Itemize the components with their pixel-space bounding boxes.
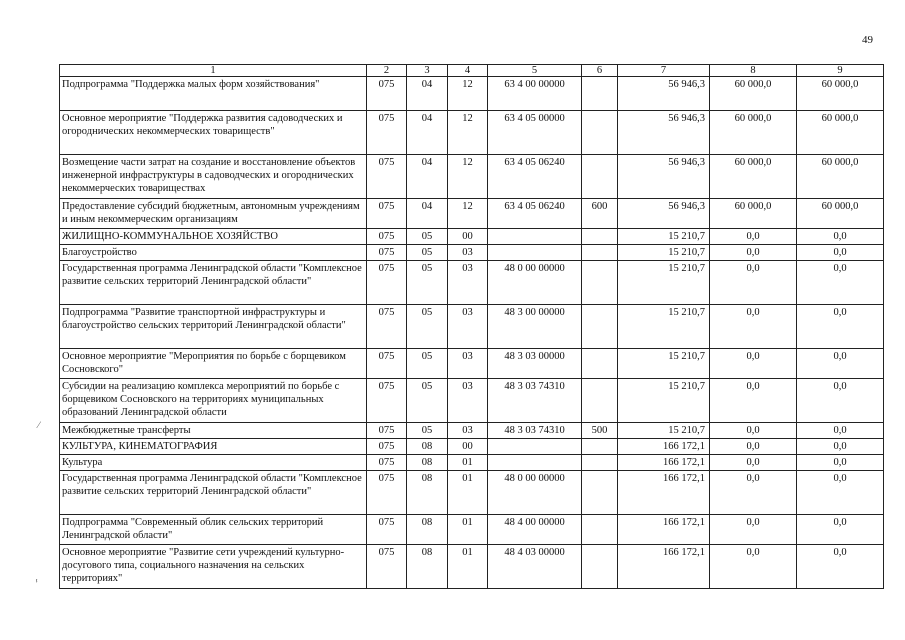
table-cell: 03 (448, 349, 488, 379)
table-cell (488, 229, 582, 245)
table-cell (582, 245, 618, 261)
table-cell: 15 210,7 (618, 261, 710, 305)
table-cell: Подпрограмма "Развитие транспортной инфраструктуры и благоустройство сельских территорий Ленинградской области" (60, 305, 367, 349)
column-header: 5 (488, 65, 582, 77)
table-cell: 08 (407, 545, 448, 589)
table-cell: 0,0 (797, 439, 884, 455)
table-cell: 075 (367, 245, 407, 261)
table-cell: 166 172,1 (618, 439, 710, 455)
table-cell: 60 000,0 (797, 77, 884, 111)
table-cell: 04 (407, 77, 448, 111)
budget-table (59, 64, 884, 589)
table-cell: 48 3 03 74310 (488, 423, 582, 439)
table-cell: 075 (367, 455, 407, 471)
table-header-row (60, 65, 884, 77)
table-cell: 56 946,3 (618, 155, 710, 199)
table-cell: 0,0 (797, 423, 884, 439)
table-cell: 075 (367, 379, 407, 423)
table-cell: 60 000,0 (797, 155, 884, 199)
table-cell: 04 (407, 155, 448, 199)
table-cell: 04 (407, 199, 448, 229)
table-cell: 03 (448, 305, 488, 349)
table-cell: 60 000,0 (710, 111, 797, 155)
table-cell: 0,0 (797, 349, 884, 379)
table-cell: 0,0 (710, 515, 797, 545)
table-cell: Основное мероприятие "Мероприятия по борьбе с борщевиком Сосновского" (60, 349, 367, 379)
table-cell: КУЛЬТУРА, КИНЕМАТОГРАФИЯ (60, 439, 367, 455)
table-cell (582, 349, 618, 379)
table-cell: 0,0 (797, 245, 884, 261)
table-cell: 12 (448, 77, 488, 111)
table-cell (582, 471, 618, 515)
table-row (60, 379, 884, 423)
table-cell: 48 4 03 00000 (488, 545, 582, 589)
table-cell: 075 (367, 77, 407, 111)
table-cell: 01 (448, 471, 488, 515)
table-cell: Основное мероприятие "Развитие сети учреждений культурно-досугового типа, социального назначения на сельских территориях" (60, 545, 367, 589)
table-cell: 12 (448, 199, 488, 229)
table-cell: 15 210,7 (618, 423, 710, 439)
table-cell: 08 (407, 439, 448, 455)
table-cell: 12 (448, 155, 488, 199)
table-cell: 03 (448, 423, 488, 439)
table-cell (582, 515, 618, 545)
column-header: 4 (448, 65, 488, 77)
table-cell: 075 (367, 261, 407, 305)
table-cell (488, 245, 582, 261)
table-cell: 60 000,0 (710, 77, 797, 111)
table-cell: 075 (367, 305, 407, 349)
table-cell: 075 (367, 545, 407, 589)
table-cell (488, 439, 582, 455)
table-cell: 60 000,0 (710, 199, 797, 229)
table-cell: 0,0 (710, 379, 797, 423)
table-cell: 0,0 (710, 439, 797, 455)
table-cell: 600 (582, 199, 618, 229)
table-cell: 0,0 (710, 471, 797, 515)
table-row (60, 111, 884, 155)
table-cell: 03 (448, 379, 488, 423)
table-cell: 166 172,1 (618, 515, 710, 545)
table-cell (582, 229, 618, 245)
table-cell: 500 (582, 423, 618, 439)
table-row (60, 455, 884, 471)
table-row (60, 423, 884, 439)
table-cell: Субсидии на реализацию комплекса мероприятий по борьбе с борщевиком Сосновского на территориях муниципальных образований Ленинградской области (60, 379, 367, 423)
table-cell: 15 210,7 (618, 379, 710, 423)
column-header: 9 (797, 65, 884, 77)
table-cell: Культура (60, 455, 367, 471)
table-cell: 0,0 (797, 455, 884, 471)
table-cell: 60 000,0 (797, 199, 884, 229)
table-cell: 48 4 00 00000 (488, 515, 582, 545)
table-cell: 48 3 03 00000 (488, 349, 582, 379)
table-cell: 0,0 (797, 261, 884, 305)
table-cell (582, 379, 618, 423)
table-cell: Подпрограмма "Поддержка малых форм хозяйствования" (60, 77, 367, 111)
table-row (60, 261, 884, 305)
table-cell: 15 210,7 (618, 229, 710, 245)
table-cell: 075 (367, 229, 407, 245)
table-cell: 075 (367, 423, 407, 439)
table-cell: 166 172,1 (618, 471, 710, 515)
table-cell: 08 (407, 455, 448, 471)
table-cell (582, 439, 618, 455)
table-cell: 01 (448, 455, 488, 471)
table-cell: 08 (407, 471, 448, 515)
margin-scribble-mark: ⸯ (34, 580, 40, 590)
table-cell: Благоустройство (60, 245, 367, 261)
table-cell: 05 (407, 261, 448, 305)
table-cell: Подпрограмма "Современный облик сельских территорий Ленинградской области" (60, 515, 367, 545)
table-row (60, 245, 884, 261)
table-cell: 01 (448, 545, 488, 589)
table-cell: 00 (448, 229, 488, 245)
column-header: 3 (407, 65, 448, 77)
table-cell (582, 305, 618, 349)
table-cell (582, 77, 618, 111)
table-cell: 12 (448, 111, 488, 155)
table-cell: 48 3 00 00000 (488, 305, 582, 349)
table-cell: 05 (407, 245, 448, 261)
table-cell: 05 (407, 229, 448, 245)
table-cell (582, 111, 618, 155)
table-cell (582, 155, 618, 199)
table-cell: 166 172,1 (618, 545, 710, 589)
table-cell: 05 (407, 379, 448, 423)
table-cell: Возмещение части затрат на создание и восстановление объектов инженерной инфраструктуры в садоводческих и огороднических некоммерческих товариществах (60, 155, 367, 199)
table-cell: 0,0 (797, 471, 884, 515)
column-header: 6 (582, 65, 618, 77)
table-cell: 01 (448, 515, 488, 545)
table-cell: 075 (367, 439, 407, 455)
table-row (60, 229, 884, 245)
table-cell: 56 946,3 (618, 77, 710, 111)
table-cell: 0,0 (710, 245, 797, 261)
table-cell: 0,0 (710, 455, 797, 471)
table-cell: Государственная программа Ленинградской области "Комплексное развитие сельских территорий Ленинградской области" (60, 471, 367, 515)
table-cell: 00 (448, 439, 488, 455)
table-cell: 56 946,3 (618, 199, 710, 229)
table-cell (488, 455, 582, 471)
table-cell: Межбюджетные трансферты (60, 423, 367, 439)
table-row (60, 515, 884, 545)
table-cell: 48 3 03 74310 (488, 379, 582, 423)
table-cell: 15 210,7 (618, 305, 710, 349)
table-cell (582, 455, 618, 471)
table-row (60, 545, 884, 589)
table-cell: 075 (367, 111, 407, 155)
table-cell: 075 (367, 349, 407, 379)
table-cell: 04 (407, 111, 448, 155)
table-row (60, 155, 884, 199)
table-cell: 56 946,3 (618, 111, 710, 155)
table-cell: 48 0 00 00000 (488, 471, 582, 515)
table-cell: 63 4 05 06240 (488, 199, 582, 229)
table-cell: 63 4 05 00000 (488, 111, 582, 155)
table-row (60, 77, 884, 111)
table-cell: 0,0 (797, 305, 884, 349)
table-cell: Основное мероприятие "Поддержка развития садоводческих и огороднических некоммерческих товариществ" (60, 111, 367, 155)
margin-pen-mark: ⁄ (38, 420, 40, 430)
table-cell: 05 (407, 305, 448, 349)
table-cell (582, 261, 618, 305)
table-cell: 0,0 (710, 423, 797, 439)
table-cell: 166 172,1 (618, 455, 710, 471)
column-header: 1 (60, 65, 367, 77)
table-row (60, 349, 884, 379)
table-cell: 0,0 (710, 305, 797, 349)
table-cell: 075 (367, 471, 407, 515)
column-header: 8 (710, 65, 797, 77)
table-cell: 03 (448, 261, 488, 305)
table-cell: 075 (367, 155, 407, 199)
table-cell: 05 (407, 423, 448, 439)
table-cell: 0,0 (710, 349, 797, 379)
table-cell: 48 0 00 00000 (488, 261, 582, 305)
table-cell: ЖИЛИЩНО-КОММУНАЛЬНОЕ ХОЗЯЙСТВО (60, 229, 367, 245)
column-header: 7 (618, 65, 710, 77)
table-cell: 0,0 (797, 545, 884, 589)
table-cell: 15 210,7 (618, 349, 710, 379)
column-header: 2 (367, 65, 407, 77)
table-cell: 15 210,7 (618, 245, 710, 261)
table-row (60, 199, 884, 229)
table-cell: 075 (367, 199, 407, 229)
table-row (60, 305, 884, 349)
table-cell: 075 (367, 515, 407, 545)
table-cell: 05 (407, 349, 448, 379)
table-cell: 0,0 (710, 229, 797, 245)
table-row (60, 439, 884, 455)
table-cell: 0,0 (797, 229, 884, 245)
table-cell: 0,0 (797, 379, 884, 423)
table-cell: 0,0 (797, 515, 884, 545)
table-cell: 0,0 (710, 545, 797, 589)
table-row (60, 471, 884, 515)
table-cell: 63 4 00 00000 (488, 77, 582, 111)
table-cell: 0,0 (710, 261, 797, 305)
table-cell: 03 (448, 245, 488, 261)
table-cell: 63 4 05 06240 (488, 155, 582, 199)
table-cell: 60 000,0 (797, 111, 884, 155)
table-cell: Государственная программа Ленинградской области "Комплексное развитие сельских территорий Ленинградской области" (60, 261, 367, 305)
table-cell: 60 000,0 (710, 155, 797, 199)
table-cell: Предоставление субсидий бюджетным, автономным учреждениям и иным некоммерческим организациям (60, 199, 367, 229)
table-cell (582, 545, 618, 589)
page-number: 49 (862, 34, 873, 46)
table-cell: 08 (407, 515, 448, 545)
